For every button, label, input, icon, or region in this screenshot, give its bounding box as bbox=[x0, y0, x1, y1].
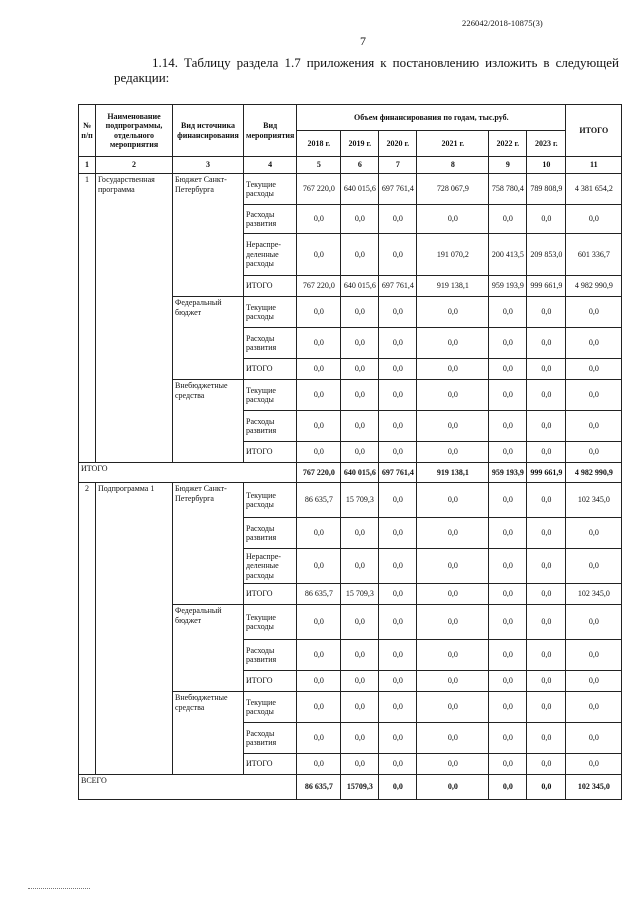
row-total-value: 0,0 bbox=[566, 549, 622, 584]
expense-kind: ИТОГО bbox=[244, 584, 297, 605]
row-number: 1 bbox=[79, 174, 96, 463]
row-total-value: 0,0 bbox=[566, 692, 622, 723]
column-number: 6 bbox=[341, 157, 379, 174]
column-number-row bbox=[79, 157, 622, 174]
section-total-value: 999 661,9 bbox=[527, 463, 566, 483]
year-value: 0,0 bbox=[527, 297, 566, 328]
year-value: 0,0 bbox=[489, 328, 527, 359]
year-value: 0,0 bbox=[527, 640, 566, 671]
row-total-value: 0,0 bbox=[566, 297, 622, 328]
year-value: 728 067,9 bbox=[417, 174, 489, 205]
program-name: Подпрограмма 1 bbox=[96, 483, 173, 775]
expense-kind: Расходы развития bbox=[244, 723, 297, 754]
year-value: 0,0 bbox=[417, 549, 489, 584]
funding-source: Внебюджетные средства bbox=[173, 692, 244, 775]
section-total-value: 0,0 bbox=[379, 775, 417, 800]
year-value: 0,0 bbox=[379, 297, 417, 328]
page-number: 7 bbox=[360, 34, 366, 48]
year-value: 0,0 bbox=[297, 605, 341, 640]
row-total-value: 102 345,0 bbox=[566, 584, 622, 605]
year-value: 0,0 bbox=[341, 328, 379, 359]
year-value: 0,0 bbox=[297, 380, 341, 411]
funding-source: Бюджет Санкт-Петербурга bbox=[173, 174, 244, 297]
year-value: 0,0 bbox=[379, 380, 417, 411]
year-value: 0,0 bbox=[527, 442, 566, 463]
year-value: 0,0 bbox=[417, 640, 489, 671]
year-value: 0,0 bbox=[417, 411, 489, 442]
row-total-value: 0,0 bbox=[566, 328, 622, 359]
year-value: 0,0 bbox=[341, 518, 379, 549]
header-total: ИТОГО bbox=[566, 105, 622, 157]
year-value: 0,0 bbox=[379, 234, 417, 276]
row-total-value: 0,0 bbox=[566, 442, 622, 463]
year-value: 0,0 bbox=[527, 359, 566, 380]
intro-paragraph: 1.14. Таблицу раздела 1.7 приложения к постановлению изложить в следующей редакции: bbox=[114, 55, 619, 85]
row-total-value: 0,0 bbox=[566, 671, 622, 692]
year-value: 0,0 bbox=[379, 205, 417, 234]
year-value: 0,0 bbox=[379, 549, 417, 584]
column-number: 4 bbox=[244, 157, 297, 174]
expense-kind: Расходы развития bbox=[244, 411, 297, 442]
column-number: 11 bbox=[566, 157, 622, 174]
year-value: 0,0 bbox=[417, 483, 489, 518]
column-number: 8 bbox=[417, 157, 489, 174]
year-value: 919 138,1 bbox=[417, 276, 489, 297]
year-value: 0,0 bbox=[379, 442, 417, 463]
year-value: 0,0 bbox=[489, 549, 527, 584]
section-total-value: 0,0 bbox=[489, 775, 527, 800]
header-volume: Объем финансирования по годам, тыс.руб. bbox=[297, 105, 566, 131]
year-value: 0,0 bbox=[489, 605, 527, 640]
year-value: 0,0 bbox=[341, 205, 379, 234]
column-number: 7 bbox=[379, 157, 417, 174]
year-value: 0,0 bbox=[341, 605, 379, 640]
year-value: 0,0 bbox=[341, 380, 379, 411]
year-value: 0,0 bbox=[297, 671, 341, 692]
year-value: 0,0 bbox=[417, 754, 489, 775]
year-value: 86 635,7 bbox=[297, 483, 341, 518]
column-number: 5 bbox=[297, 157, 341, 174]
row-total-value: 0,0 bbox=[566, 754, 622, 775]
year-value: 0,0 bbox=[297, 518, 341, 549]
year-value: 0,0 bbox=[527, 483, 566, 518]
year-value: 0,0 bbox=[489, 671, 527, 692]
expense-kind: Текущие расходы bbox=[244, 605, 297, 640]
section-total-value: 959 193,9 bbox=[489, 463, 527, 483]
row-total-value: 601 336,7 bbox=[566, 234, 622, 276]
year-value: 959 193,9 bbox=[489, 276, 527, 297]
year-value: 0,0 bbox=[417, 518, 489, 549]
year-value: 0,0 bbox=[379, 328, 417, 359]
section-total-row bbox=[79, 463, 622, 483]
year-value: 0,0 bbox=[527, 518, 566, 549]
year-value: 0,0 bbox=[341, 442, 379, 463]
section-total-value: 767 220,0 bbox=[297, 463, 341, 483]
expense-kind: Текущие расходы bbox=[244, 380, 297, 411]
year-value: 0,0 bbox=[489, 380, 527, 411]
year-value: 0,0 bbox=[379, 754, 417, 775]
section-total-value: 640 015,6 bbox=[341, 463, 379, 483]
expense-kind: Нераспре-деленные расходы bbox=[244, 549, 297, 584]
year-value: 0,0 bbox=[527, 328, 566, 359]
column-number: 3 bbox=[173, 157, 244, 174]
column-number: 10 bbox=[527, 157, 566, 174]
year-value: 0,0 bbox=[489, 411, 527, 442]
header-kind: Вид мероприятия bbox=[244, 105, 297, 157]
year-value: 0,0 bbox=[527, 205, 566, 234]
year-value: 0,0 bbox=[417, 442, 489, 463]
year-value: 0,0 bbox=[341, 411, 379, 442]
section-total-value: 0,0 bbox=[527, 775, 566, 800]
year-value: 767 220,0 bbox=[297, 276, 341, 297]
row-total-value: 4 381 654,2 bbox=[566, 174, 622, 205]
expense-kind: ИТОГО bbox=[244, 359, 297, 380]
year-value: 0,0 bbox=[489, 483, 527, 518]
expense-kind: Нераспре-деленные расходы bbox=[244, 234, 297, 276]
year-value: 697 761,4 bbox=[379, 276, 417, 297]
year-value: 0,0 bbox=[341, 640, 379, 671]
row-number: 2 bbox=[79, 483, 96, 775]
year-value: 0,0 bbox=[489, 518, 527, 549]
section-total-value: 102 345,0 bbox=[566, 775, 622, 800]
expense-kind: ИТОГО bbox=[244, 442, 297, 463]
year-value: 0,0 bbox=[417, 671, 489, 692]
year-value: 767 220,0 bbox=[297, 174, 341, 205]
expense-kind: ИТОГО bbox=[244, 671, 297, 692]
year-value: 0,0 bbox=[489, 640, 527, 671]
year-value: 0,0 bbox=[379, 483, 417, 518]
funding-source: Федеральный бюджет bbox=[173, 605, 244, 692]
expense-kind: Расходы развития bbox=[244, 328, 297, 359]
expense-kind: Расходы развития bbox=[244, 518, 297, 549]
year-value: 0,0 bbox=[297, 359, 341, 380]
program-name: Государственная программа bbox=[96, 174, 173, 463]
year-value: 0,0 bbox=[379, 640, 417, 671]
year-value: 640 015,6 bbox=[341, 276, 379, 297]
year-value: 0,0 bbox=[489, 584, 527, 605]
expense-kind: Текущие расходы bbox=[244, 692, 297, 723]
year-value: 0,0 bbox=[297, 723, 341, 754]
year-value: 0,0 bbox=[379, 692, 417, 723]
section-total-label: ИТОГО bbox=[79, 463, 297, 483]
year-value: 0,0 bbox=[297, 234, 341, 276]
year-value: 0,0 bbox=[297, 442, 341, 463]
funding-source: Федеральный бюджет bbox=[173, 297, 244, 380]
section-total-value: 697 761,4 bbox=[379, 463, 417, 483]
section-total-value: 86 635,7 bbox=[297, 775, 341, 800]
header-year: 2018 г. bbox=[297, 131, 341, 157]
year-value: 0,0 bbox=[297, 640, 341, 671]
row-total-value: 4 982 990,9 bbox=[566, 276, 622, 297]
table-row bbox=[79, 174, 622, 205]
table-row bbox=[79, 483, 622, 518]
year-value: 758 780,4 bbox=[489, 174, 527, 205]
year-value: 0,0 bbox=[341, 549, 379, 584]
section-total-value: 0,0 bbox=[417, 775, 489, 800]
expense-kind: Текущие расходы bbox=[244, 297, 297, 328]
year-value: 0,0 bbox=[417, 359, 489, 380]
year-value: 0,0 bbox=[527, 692, 566, 723]
year-value: 0,0 bbox=[417, 205, 489, 234]
year-value: 0,0 bbox=[489, 359, 527, 380]
row-total-value: 0,0 bbox=[566, 723, 622, 754]
expense-kind: Расходы развития bbox=[244, 205, 297, 234]
section-total-value: 919 138,1 bbox=[417, 463, 489, 483]
year-value: 0,0 bbox=[341, 723, 379, 754]
year-value: 0,0 bbox=[417, 605, 489, 640]
year-value: 0,0 bbox=[527, 380, 566, 411]
year-value: 0,0 bbox=[417, 692, 489, 723]
funding-source: Внебюджетные средства bbox=[173, 380, 244, 463]
year-value: 0,0 bbox=[297, 411, 341, 442]
year-value: 697 761,4 bbox=[379, 174, 417, 205]
year-value: 0,0 bbox=[379, 359, 417, 380]
year-value: 0,0 bbox=[417, 328, 489, 359]
year-value: 200 413,5 bbox=[489, 234, 527, 276]
year-value: 0,0 bbox=[341, 754, 379, 775]
year-value: 0,0 bbox=[489, 692, 527, 723]
header-source: Вид источника финансирования bbox=[173, 105, 244, 157]
year-value: 0,0 bbox=[297, 549, 341, 584]
year-value: 0,0 bbox=[527, 605, 566, 640]
year-value: 0,0 bbox=[297, 692, 341, 723]
year-value: 789 808,9 bbox=[527, 174, 566, 205]
header-year: 2019 г. bbox=[341, 131, 379, 157]
year-value: 0,0 bbox=[489, 754, 527, 775]
section-total-value: 15709,3 bbox=[341, 775, 379, 800]
year-value: 0,0 bbox=[417, 584, 489, 605]
header-year: 2022 г. bbox=[489, 131, 527, 157]
year-value: 0,0 bbox=[341, 359, 379, 380]
year-value: 15 709,3 bbox=[341, 483, 379, 518]
year-value: 0,0 bbox=[297, 297, 341, 328]
header-year: 2023 г. bbox=[527, 131, 566, 157]
year-value: 0,0 bbox=[527, 549, 566, 584]
year-value: 0,0 bbox=[527, 671, 566, 692]
expense-kind: ИТОГО bbox=[244, 276, 297, 297]
year-value: 0,0 bbox=[379, 723, 417, 754]
year-value: 0,0 bbox=[379, 411, 417, 442]
year-value: 0,0 bbox=[417, 297, 489, 328]
header-name: Наименование подпрограммы, отдельного мероприятия bbox=[96, 105, 173, 157]
year-value: 0,0 bbox=[489, 205, 527, 234]
year-value: 0,0 bbox=[527, 584, 566, 605]
year-value: 0,0 bbox=[527, 411, 566, 442]
year-value: 0,0 bbox=[379, 671, 417, 692]
year-value: 209 853,0 bbox=[527, 234, 566, 276]
year-value: 0,0 bbox=[417, 380, 489, 411]
table-body bbox=[79, 174, 622, 800]
year-value: 15 709,3 bbox=[341, 584, 379, 605]
year-value: 0,0 bbox=[297, 205, 341, 234]
year-value: 0,0 bbox=[297, 754, 341, 775]
row-total-value: 0,0 bbox=[566, 518, 622, 549]
year-value: 0,0 bbox=[297, 328, 341, 359]
table-header bbox=[79, 105, 622, 174]
header-num: № п/п bbox=[79, 105, 96, 157]
row-total-value: 0,0 bbox=[566, 640, 622, 671]
year-value: 0,0 bbox=[341, 234, 379, 276]
financing-table bbox=[78, 104, 622, 800]
column-number: 9 bbox=[489, 157, 527, 174]
year-value: 0,0 bbox=[341, 692, 379, 723]
column-number: 2 bbox=[96, 157, 173, 174]
row-total-value: 0,0 bbox=[566, 359, 622, 380]
year-value: 0,0 bbox=[341, 297, 379, 328]
header-year: 2020 г. bbox=[379, 131, 417, 157]
row-total-value: 0,0 bbox=[566, 380, 622, 411]
year-value: 191 070,2 bbox=[417, 234, 489, 276]
header-year: 2021 г. bbox=[417, 131, 489, 157]
row-total-value: 0,0 bbox=[566, 205, 622, 234]
expense-kind: ИТОГО bbox=[244, 754, 297, 775]
year-value: 0,0 bbox=[379, 518, 417, 549]
year-value: 0,0 bbox=[489, 442, 527, 463]
funding-source: Бюджет Санкт-Петербурга bbox=[173, 483, 244, 605]
year-value: 0,0 bbox=[341, 671, 379, 692]
section-total-label: ВСЕГО bbox=[79, 775, 297, 800]
row-total-value: 0,0 bbox=[566, 411, 622, 442]
year-value: 0,0 bbox=[379, 605, 417, 640]
year-value: 0,0 bbox=[489, 723, 527, 754]
year-value: 86 635,7 bbox=[297, 584, 341, 605]
footer-rule bbox=[28, 888, 90, 889]
section-total-value: 4 982 990,9 bbox=[566, 463, 622, 483]
year-value: 0,0 bbox=[489, 297, 527, 328]
year-value: 0,0 bbox=[527, 723, 566, 754]
expense-kind: Текущие расходы bbox=[244, 483, 297, 518]
section-total-row bbox=[79, 775, 622, 800]
year-value: 0,0 bbox=[379, 584, 417, 605]
column-number: 1 bbox=[79, 157, 96, 174]
year-value: 0,0 bbox=[527, 754, 566, 775]
document-registration-number: 226042/2018-10875(3) bbox=[462, 18, 543, 28]
expense-kind: Текущие расходы bbox=[244, 174, 297, 205]
expense-kind: Расходы развития bbox=[244, 640, 297, 671]
row-total-value: 0,0 bbox=[566, 605, 622, 640]
year-value: 640 015,6 bbox=[341, 174, 379, 205]
year-value: 999 661,9 bbox=[527, 276, 566, 297]
row-total-value: 102 345,0 bbox=[566, 483, 622, 518]
year-value: 0,0 bbox=[417, 723, 489, 754]
